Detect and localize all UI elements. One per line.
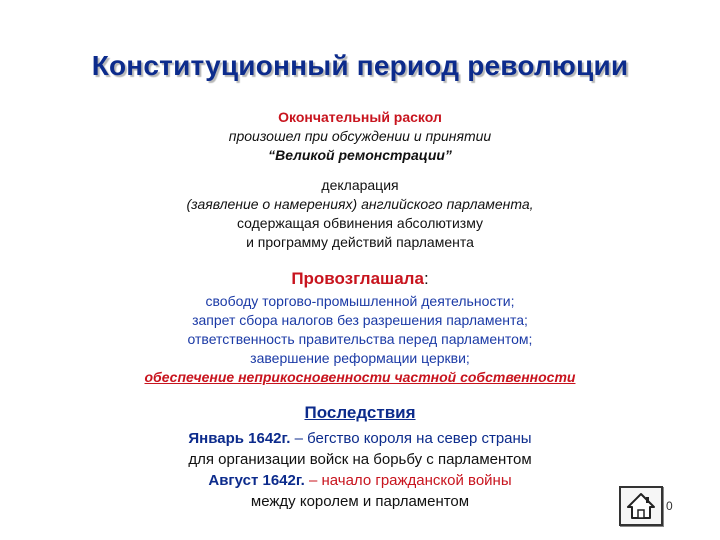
page-title: Конституционный период революции bbox=[91, 50, 629, 81]
consequences-block bbox=[0, 402, 720, 512]
august-row bbox=[0, 470, 720, 491]
proclaimed-item: запрет сбора налогов без разрешения парламента; bbox=[192, 312, 528, 328]
january-text: – бегство короля на север страны bbox=[290, 430, 532, 447]
consequences-heading: Последствия bbox=[304, 403, 416, 422]
schism-block bbox=[0, 108, 720, 165]
home-button[interactable] bbox=[619, 486, 663, 526]
january-date: Январь 1642г. bbox=[188, 430, 291, 447]
proclaimed-heading-row bbox=[0, 268, 720, 290]
proclaimed-item-emphasis: обеспечение неприкосновенности частной собственности bbox=[144, 369, 576, 385]
declaration-line-3: содержащая обвинения абсолютизму bbox=[237, 215, 483, 231]
proclaimed-heading: Провозглашала bbox=[291, 269, 424, 288]
declaration-block bbox=[0, 176, 720, 252]
schism-heading: Окончательный раскол bbox=[278, 109, 442, 125]
proclaimed-item: свободу торгово-промышленной деятельности; bbox=[205, 293, 515, 309]
schism-line-1: произошел при обсуждении и принятии bbox=[228, 128, 492, 144]
page-number: 0 bbox=[666, 499, 673, 513]
proclaimed-item: завершение реформации церкви; bbox=[250, 350, 470, 366]
january-row bbox=[0, 428, 720, 449]
january-text-2: для организации войск на борьбу с парламентом bbox=[188, 451, 532, 468]
proclaimed-colon: : bbox=[423, 269, 429, 288]
schism-line-2: “Великой ремонстрации” bbox=[268, 147, 452, 163]
home-icon bbox=[621, 488, 661, 524]
declaration-line-2: (заявление о намерениях) английского парламента, bbox=[186, 196, 534, 212]
proclaimed-item: ответственность правительства перед парламентом; bbox=[187, 331, 533, 347]
proclaimed-block bbox=[0, 268, 720, 387]
august-date: Август 1642г. bbox=[208, 472, 305, 489]
declaration-line-1: декларация bbox=[321, 177, 399, 193]
declaration-line-4: и программу действий парламента bbox=[246, 234, 474, 250]
august-text-2: между королем и парламентом bbox=[250, 493, 470, 510]
august-text: – начало гражданской войны bbox=[304, 472, 512, 489]
